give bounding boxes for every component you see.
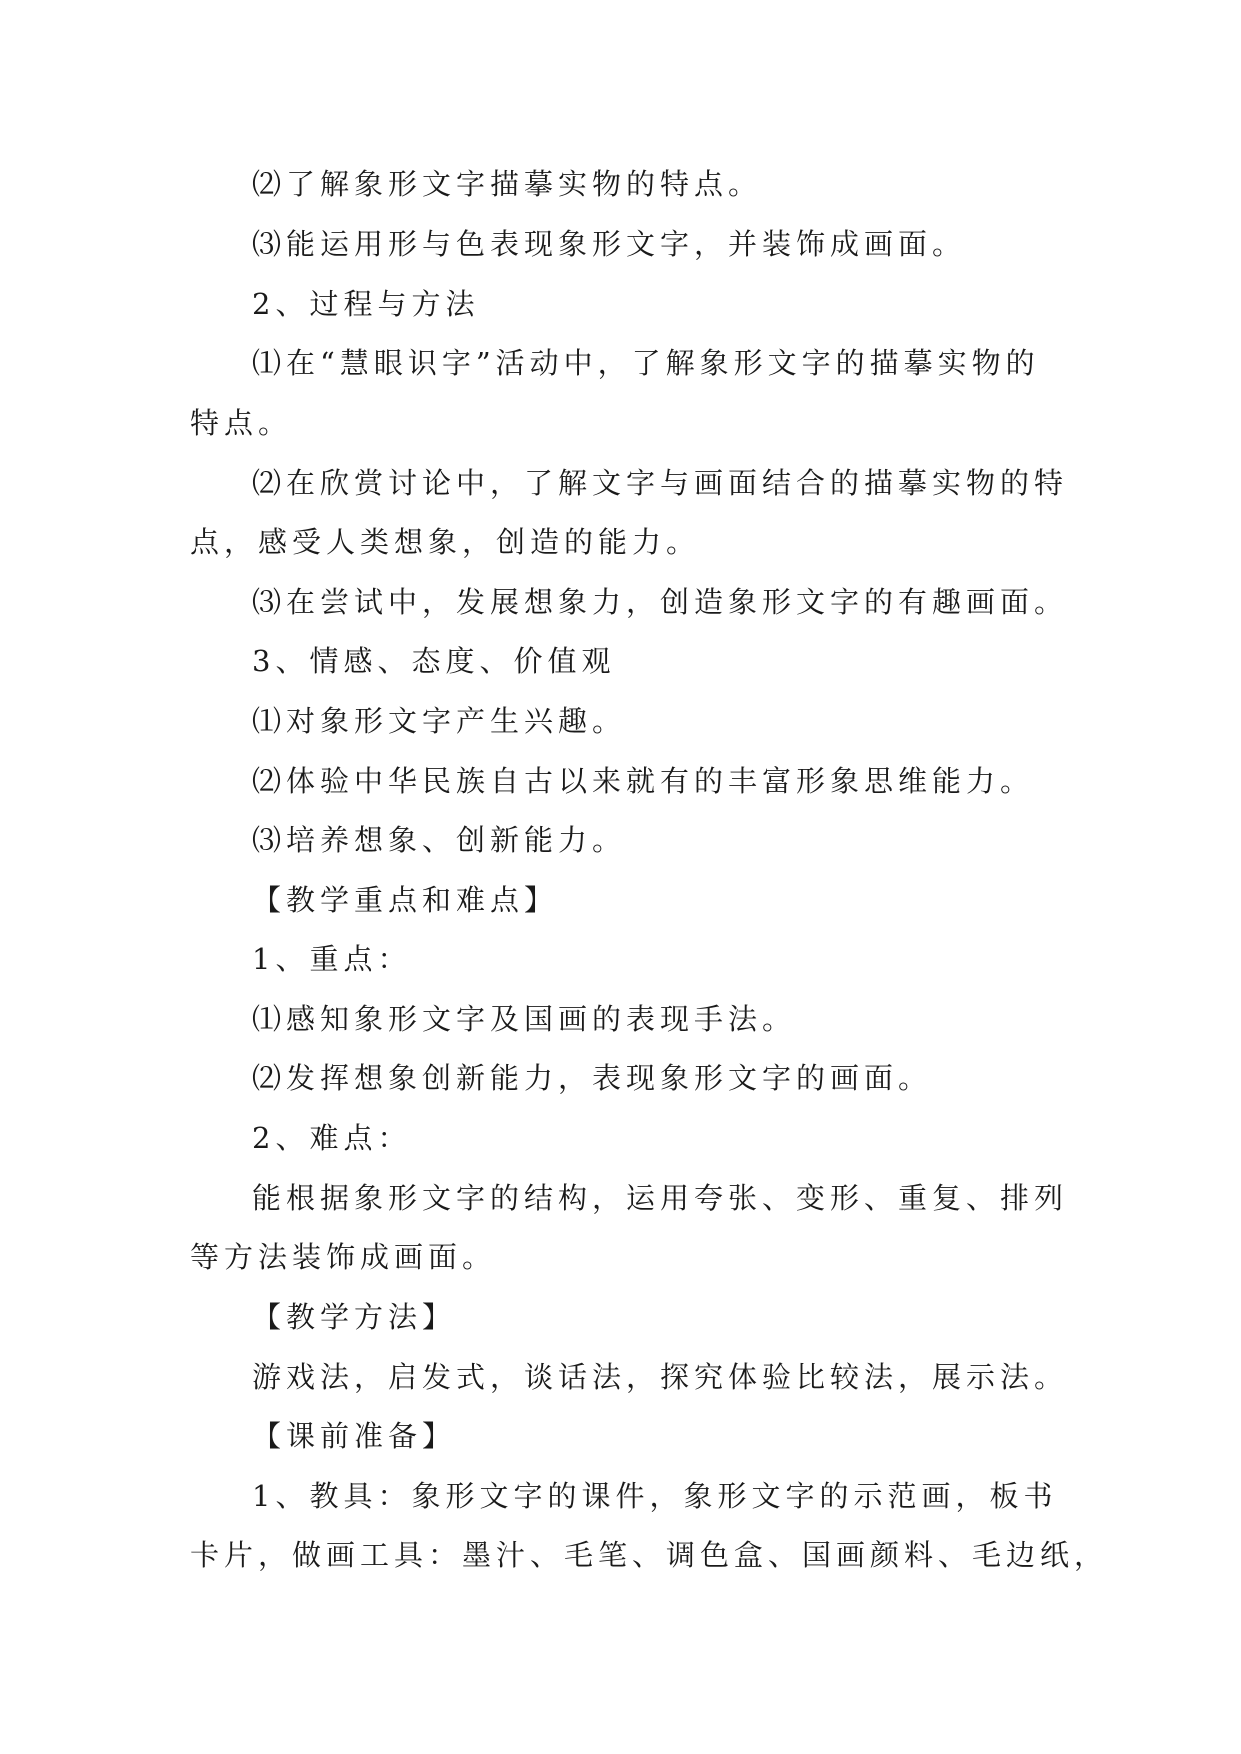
text-line: ⑴在“慧眼识字”活动中，了解象形文字的描摹实物的 xyxy=(252,346,1040,380)
section-heading: 【教学重点和难点】 xyxy=(252,883,559,917)
text-line: 游戏法，启发式，谈话法，探究体验比较法，展示法。 xyxy=(252,1360,1069,1394)
text-line: 2、过程与方法 xyxy=(252,287,480,321)
text-line: 1、教具：象形文字的课件，象形文字的示范画，板书 xyxy=(252,1479,1058,1513)
text-line: 等方法装饰成画面。 xyxy=(190,1240,497,1274)
text-line: ⑶能运用形与色表现象形文字，并装饰成画面。 xyxy=(252,227,967,261)
text-line: ⑶在尝试中，发展想象力，创造象形文字的有趣画面。 xyxy=(252,585,1069,619)
text-line: 3、情感、态度、价值观 xyxy=(252,644,616,678)
text-line: ⑶培养想象、创新能力。 xyxy=(252,823,627,857)
text-line: 点，感受人类想象，创造的能力。 xyxy=(190,525,701,559)
text-line: 特点。 xyxy=(190,406,293,440)
text-line: 2、难点： xyxy=(252,1121,412,1155)
text-line: ⑴对象形文字产生兴趣。 xyxy=(252,704,627,738)
text-line: ⑵体验中华民族自古以来就有的丰富形象思维能力。 xyxy=(252,764,1035,798)
text-line: ⑵发挥想象创新能力，表现象形文字的画面。 xyxy=(252,1061,933,1095)
section-heading: 【教学方法】 xyxy=(252,1300,457,1334)
text-line: 1、重点： xyxy=(252,942,412,976)
section-heading: 【课前准备】 xyxy=(252,1419,457,1453)
text-line: 卡片，做画工具：墨汁、毛笔、调色盒、国画颜料、毛边纸， xyxy=(190,1538,1109,1572)
text-line: ⑴感知象形文字及国画的表现手法。 xyxy=(252,1002,797,1036)
text-line: ⑵在欣赏讨论中，了解文字与画面结合的描摹实物的特 xyxy=(252,466,1069,500)
text-line: ⑵了解象形文字描摹实物的特点。 xyxy=(252,167,763,201)
text-line: 能根据象形文字的结构，运用夸张、变形、重复、排列 xyxy=(252,1181,1069,1215)
